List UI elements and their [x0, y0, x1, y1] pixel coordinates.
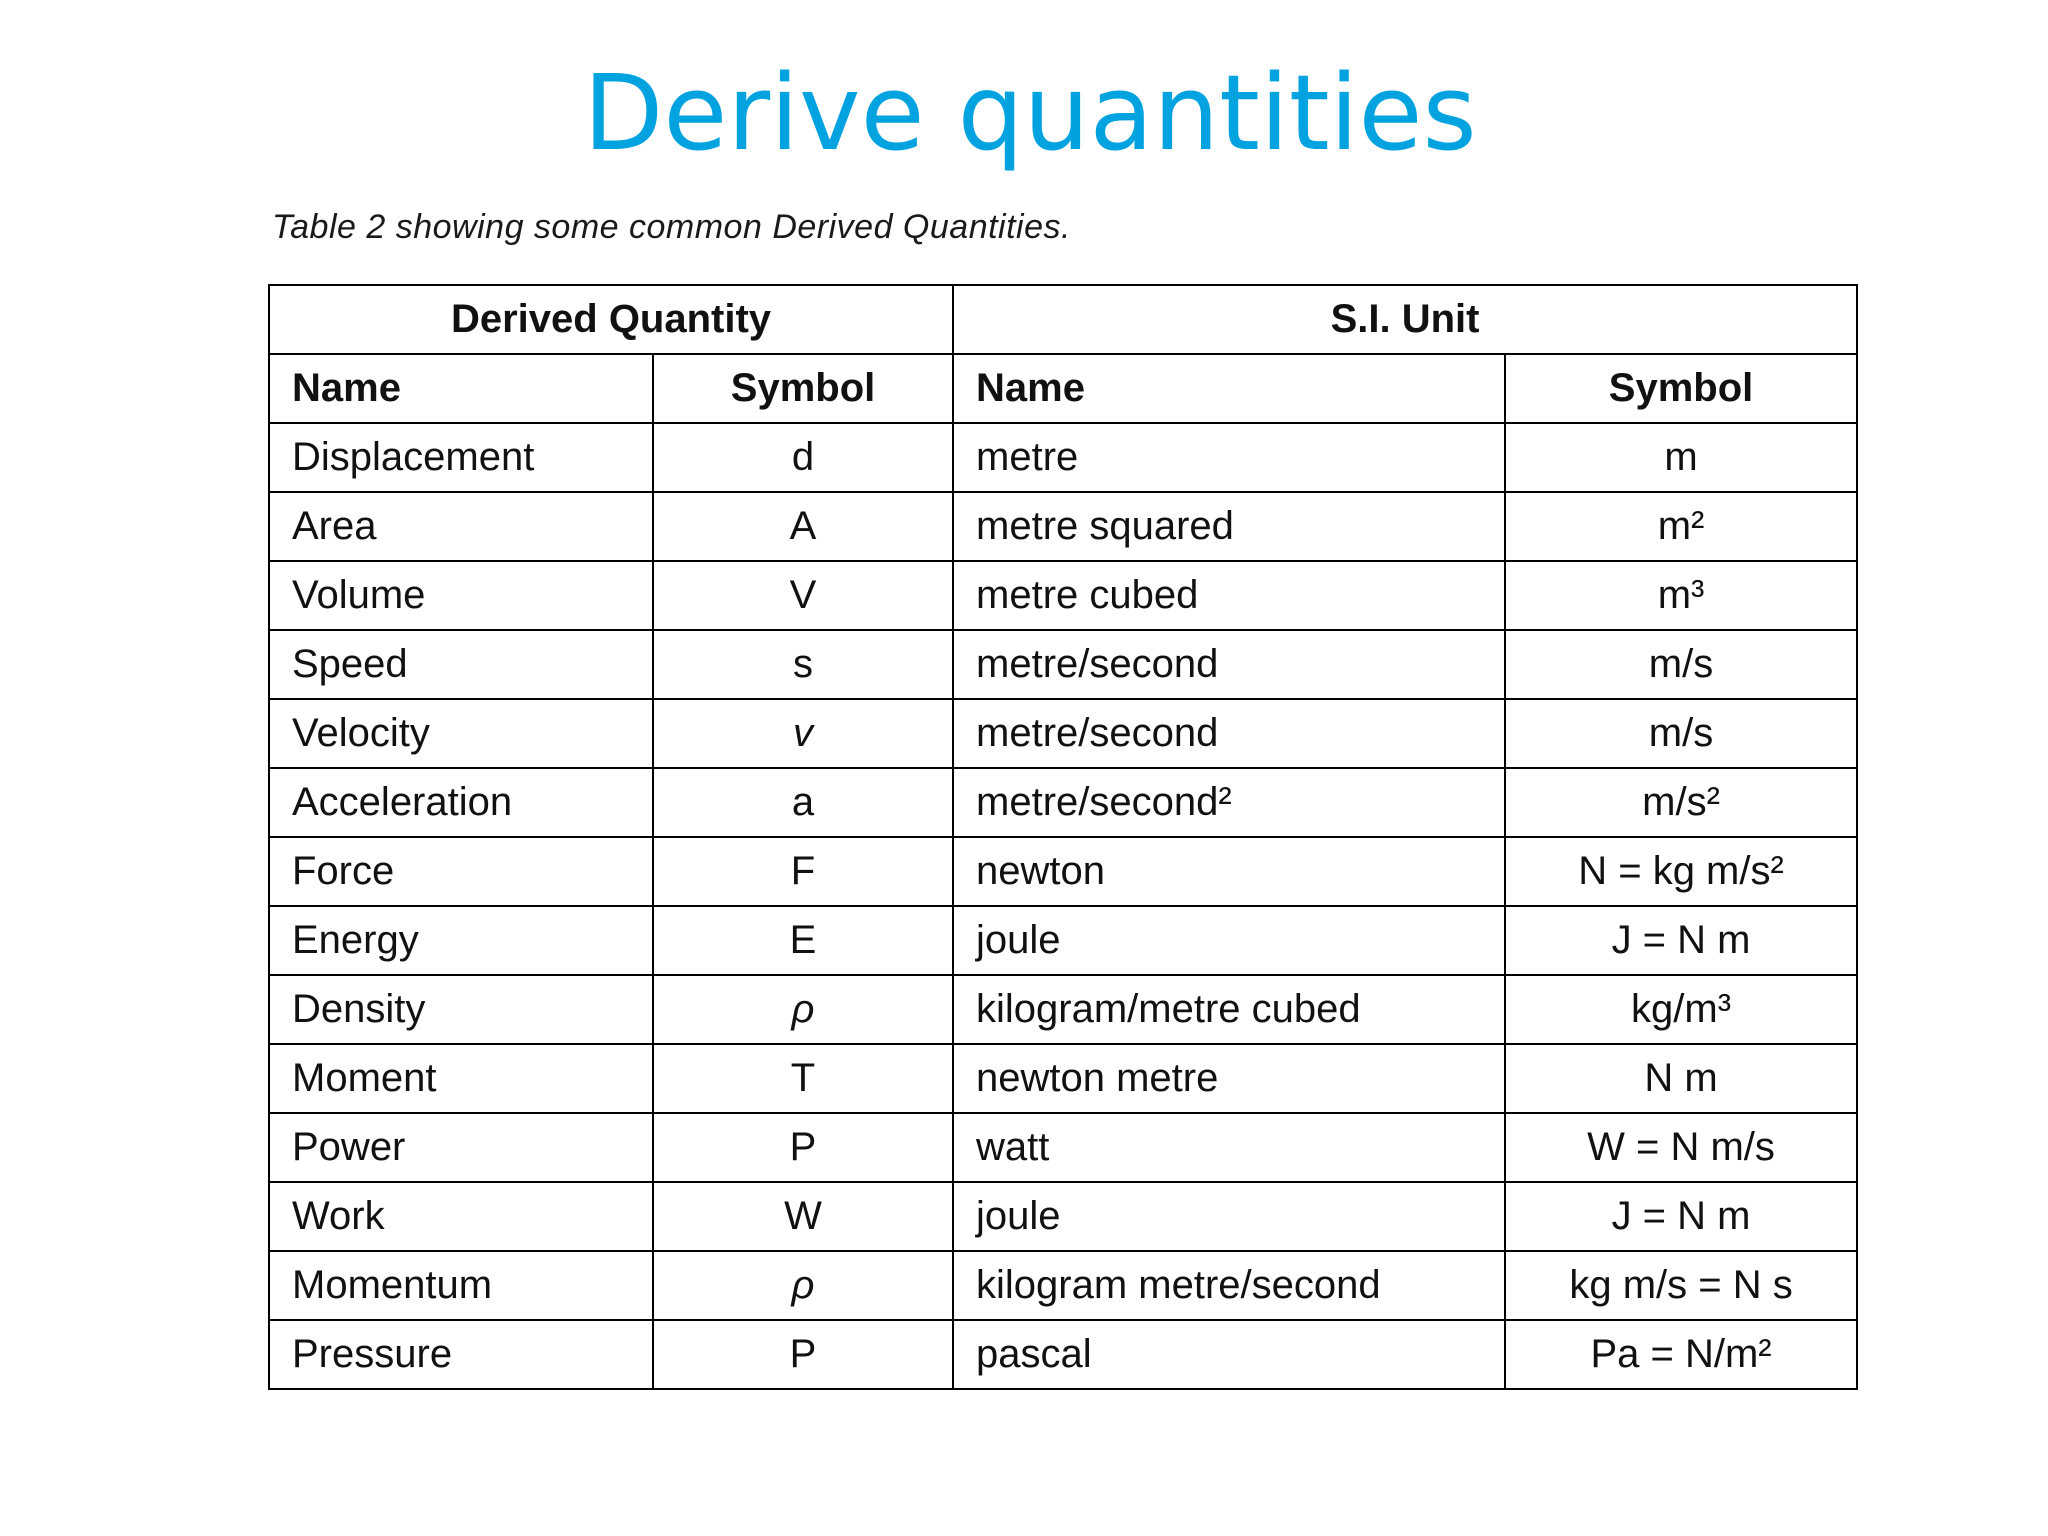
unit-symbol-cell: N = kg m/s²	[1505, 837, 1857, 906]
group-header-derived-quantity: Derived Quantity	[269, 285, 953, 354]
unit-symbol-cell: J = N m	[1505, 1182, 1857, 1251]
table-row	[269, 1182, 1857, 1251]
quantity-symbol-cell: P	[653, 1113, 953, 1182]
quantity-symbol-cell: W	[653, 1182, 953, 1251]
unit-name-cell: metre/second	[953, 699, 1505, 768]
quantity-name-cell: Energy	[269, 906, 653, 975]
unit-symbol-cell: m²	[1505, 492, 1857, 561]
table-row	[269, 837, 1857, 906]
table-row	[269, 423, 1857, 492]
unit-name-cell: joule	[953, 906, 1505, 975]
unit-name-cell: metre/second	[953, 630, 1505, 699]
quantity-symbol-cell: a	[653, 768, 953, 837]
quantity-symbol-cell: ρ	[653, 1251, 953, 1320]
unit-name-cell: metre cubed	[953, 561, 1505, 630]
unit-symbol-cell: Pa = N/m²	[1505, 1320, 1857, 1389]
table-row	[269, 630, 1857, 699]
group-header-row	[269, 285, 1857, 354]
unit-name-cell: newton metre	[953, 1044, 1505, 1113]
quantity-name-cell: Force	[269, 837, 653, 906]
unit-name-cell: watt	[953, 1113, 1505, 1182]
unit-symbol-cell: kg/m³	[1505, 975, 1857, 1044]
unit-name-cell: newton	[953, 837, 1505, 906]
quantity-symbol-cell: T	[653, 1044, 953, 1113]
quantity-symbol-cell: s	[653, 630, 953, 699]
unit-symbol-cell: m/s²	[1505, 768, 1857, 837]
quantity-symbol-cell: d	[653, 423, 953, 492]
slide-title: Derive quantities	[583, 52, 1477, 174]
column-header-unit-symbol: Symbol	[1505, 354, 1857, 423]
unit-symbol-cell: m³	[1505, 561, 1857, 630]
table-row	[269, 492, 1857, 561]
table-row	[269, 1044, 1857, 1113]
quantity-symbol-cell: A	[653, 492, 953, 561]
quantity-name-cell: Area	[269, 492, 653, 561]
quantity-symbol-cell: F	[653, 837, 953, 906]
unit-symbol-cell: m/s	[1505, 699, 1857, 768]
table-row	[269, 975, 1857, 1044]
quantity-name-cell: Velocity	[269, 699, 653, 768]
table-row	[269, 1251, 1857, 1320]
quantity-symbol-cell: ρ	[653, 975, 953, 1044]
table-caption: Table 2 showing some common Derived Quantities.	[272, 208, 1071, 246]
table-row	[269, 1320, 1857, 1389]
quantity-name-cell: Density	[269, 975, 653, 1044]
unit-symbol-cell: J = N m	[1505, 906, 1857, 975]
column-header-unit-name: Name	[953, 354, 1505, 423]
unit-symbol-cell: kg m/s = N s	[1505, 1251, 1857, 1320]
table-row	[269, 699, 1857, 768]
group-header-si-unit: S.I. Unit	[953, 285, 1857, 354]
table-row	[269, 561, 1857, 630]
unit-symbol-cell: N m	[1505, 1044, 1857, 1113]
quantity-name-cell: Displacement	[269, 423, 653, 492]
quantity-name-cell: Volume	[269, 561, 653, 630]
quantity-name-cell: Acceleration	[269, 768, 653, 837]
unit-name-cell: kilogram metre/second	[953, 1251, 1505, 1320]
unit-symbol-cell: W = N m/s	[1505, 1113, 1857, 1182]
column-header-row	[269, 354, 1857, 423]
quantity-symbol-cell: V	[653, 561, 953, 630]
derived-quantities-table	[268, 284, 1858, 1390]
unit-name-cell: joule	[953, 1182, 1505, 1251]
unit-name-cell: metre/second²	[953, 768, 1505, 837]
quantity-name-cell: Momentum	[269, 1251, 653, 1320]
quantity-name-cell: Work	[269, 1182, 653, 1251]
column-header-quantity-symbol: Symbol	[653, 354, 953, 423]
table-body	[269, 423, 1857, 1389]
table-row	[269, 1113, 1857, 1182]
unit-symbol-cell: m	[1505, 423, 1857, 492]
quantity-name-cell: Power	[269, 1113, 653, 1182]
unit-name-cell: kilogram/metre cubed	[953, 975, 1505, 1044]
unit-symbol-cell: m/s	[1505, 630, 1857, 699]
table-row	[269, 906, 1857, 975]
quantity-symbol-cell: E	[653, 906, 953, 975]
quantity-symbol-cell: P	[653, 1320, 953, 1389]
unit-name-cell: metre squared	[953, 492, 1505, 561]
quantity-name-cell: Moment	[269, 1044, 653, 1113]
table-row	[269, 768, 1857, 837]
quantity-symbol-cell: v	[653, 699, 953, 768]
quantity-name-cell: Pressure	[269, 1320, 653, 1389]
quantity-name-cell: Speed	[269, 630, 653, 699]
unit-name-cell: pascal	[953, 1320, 1505, 1389]
column-header-quantity-name: Name	[269, 354, 653, 423]
unit-name-cell: metre	[953, 423, 1505, 492]
